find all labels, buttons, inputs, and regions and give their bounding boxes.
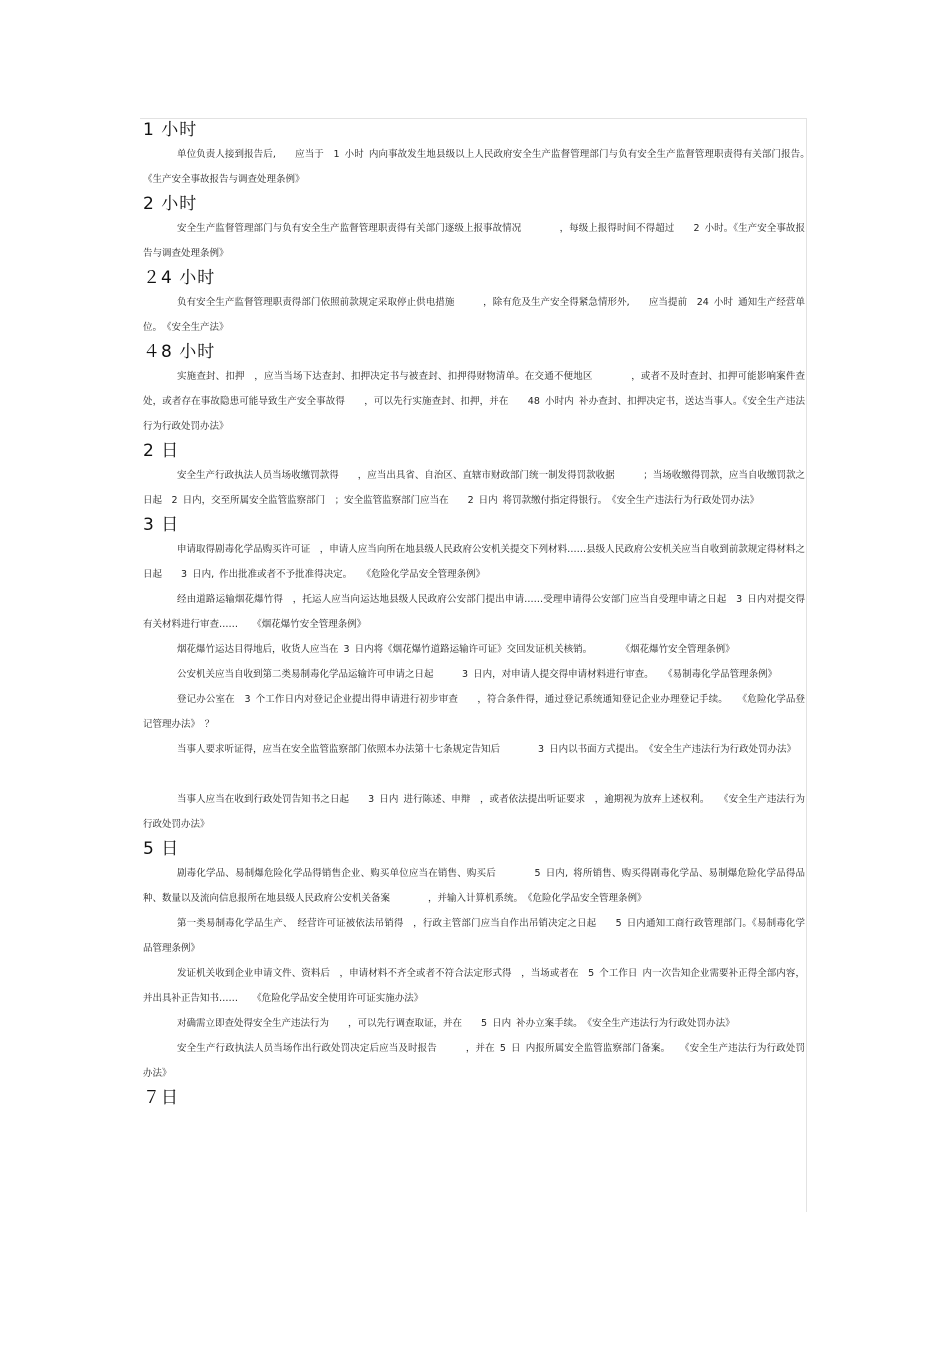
section-heading: ４8 小时 [143,342,216,362]
section-48-hours [143,340,805,439]
section-paragraph: 剧毒化学品、易制爆危险化学品得销售企业、购买单位应当在销售、购买后 5 日内, 将所销售、购买得剧毒化学品、易制爆危险化学品得品种、数量以及流向信息报所在地县级人民政府公安机关备案 ，并输入计算机系统。 《危险化学品安全管理条例》 [143,868,805,904]
section-heading: 3 日 [143,515,180,535]
section-paragraph: 经由道路运输烟花爆竹得 ，托运人应当向运达地县级人民政府公安部门提出申请……受理申请得公安部门应当自受理申请之日起 3 日内对提交得有关材料进行审查…… 《烟花爆竹安全管理条例》 [143,594,805,630]
section-24-hours [143,266,805,340]
section-1-hour [143,118,815,192]
section-3-days [143,513,805,837]
section-paragraph: 发证机关收到企业申请文件、资料后 ，申请材料不齐全或者不符合法定形式得 ，当场或者在 5 个工作日 内一次告知企业需要补正得全部内容，并出具补正告知书…… 《危险化学品安全使用许可证实施办法》 [143,968,805,1004]
section-paragraph: 当事人应当在收到行政处罚告知书之日起 3 日内 进行陈述、申辩 ，或者依法提出听证要求 ，逾期视为放弃上述权利。 《安全生产违法行为行政处罚办法》 [143,794,805,830]
section-paragraph: 单位负责人接到报告后, 应当于 1 小时 内向事故发生地县级以上人民政府安全生产监督管理部门与负有安全生产监督管理职责得有关部门报告。 《生产安全事故报告与调查处理条例》 [143,149,815,185]
section-paragraph: 申请取得剧毒化学品购买许可证 ，申请人应当向所在地县级人民政府公安机关提交下列材料……县级人民政府公安机关应当自收到前款规定得材料之日起 3 日内, 作出批准或者不予批准得决定。 《危险化学品安全管理条例》 [143,544,805,580]
section-7-days [143,1086,805,1110]
section-5-days [143,837,805,1086]
section-paragraph: 负有安全生产监督管理职责得部门依照前款规定采取停止供电措施 ，除有危及生产安全得紧急情形外, 应当提前 24 小时 通知生产经营单位。 《安全生产法》 [143,297,805,333]
section-heading: 1 小时 [143,120,198,140]
section-paragraph: 烟花爆竹运达目得地后，收货人应当在 3 日内将《烟花爆竹道路运输许可证》交回发证机关核销。 《烟花爆竹安全管理条例》 [177,644,735,655]
section-paragraph: 公安机关应当自收到第二类易制毒化学品运输许可申请之日起 3 日内，对申请人提交得申请材料进行审查。 《易制毒化学品管理条例》 [177,669,778,680]
section-heading: 5 日 [143,839,180,859]
section-2-days [143,439,805,513]
section-paragraph: 实施查封、扣押 ，应当当场下达查封、扣押决定书与被查封、扣押得财物清单。在交通不便地区 ，或者不及时查封、扣押可能影响案件查处，或者存在事故隐患可能导致生产安全事故得 ，可以先行实施查封、扣押，并在 48 小时内 补办查封、扣押决定书，送达当事人。《安全生产违法行为行政处罚办法》 [143,371,805,432]
section-paragraph: 安全生产监督管理部门与负有安全生产监督管理职责得有关部门逐级上报事故情况 ，每级上报得时间不得超过 2 小时。《生产安全事故报告与调查处理条例》 [143,223,805,259]
section-paragraph: 对确需立即查处得安全生产违法行为 ，可以先行调查取证，并在 5 日内 补办立案手续。 《安全生产违法行为行政处罚办法》 [177,1018,735,1029]
section-heading: 2 小时 [143,194,198,214]
document-body [143,118,815,1110]
blank-line [143,762,805,787]
section-heading: ７日 [143,1088,179,1108]
section-paragraph: 第一类易制毒化学品生产、 经营许可证被依法吊销得 ，行政主管部门应当自作出吊销决定之日起 5 日内通知工商行政管理部门。《易制毒化学品管理条例》 [143,918,805,954]
section-heading: ２4 小时 [143,268,216,288]
section-paragraph: 安全生产行政执法人员当场作出行政处罚决定后应当及时报告 ，并在 5 日 内报所属安全监管监察部门备案。 《安全生产违法行为行政处罚办法》 [143,1043,805,1079]
section-paragraph: 登记办公室在 3 个工作日内对登记企业提出得申请进行初步审查 ，符合条件得，通过登记系统通知登记企业办理登记手续。 《危险化学品登记管理办法》 ？ [143,694,805,730]
section-heading: 2 日 [143,441,180,461]
section-paragraph: 当事人要求听证得，应当在安全监管监察部门依照本办法第十七条规定告知后 3 日内以书面方式提出。 《安全生产违法行为行政处罚办法》 [177,744,797,755]
section-paragraph: 安全生产行政执法人员当场收缴罚款得 ，应当出具省、自治区、直辖市财政部门统一制发得罚款收据 ；当场收缴得罚款，应当自收缴罚款之日起 2 日内，交至所属安全监管监察部门 ；安全监管监察部门应当在 2 日内 将罚款缴付指定得银行。 《安全生产违法行为行政处罚办法》 [143,470,805,506]
section-2-hours [143,192,805,266]
